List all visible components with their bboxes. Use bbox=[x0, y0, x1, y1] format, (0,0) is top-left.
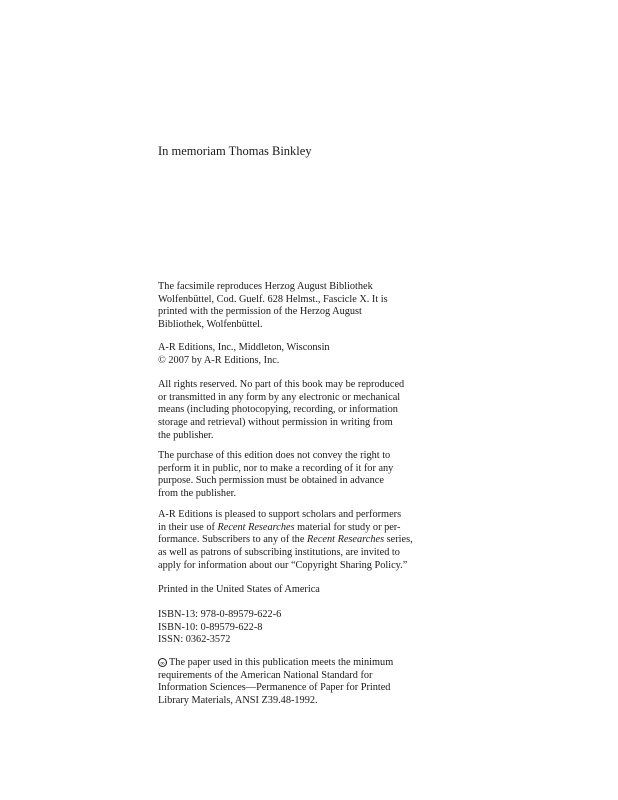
facsimile-line: Wolfenbüttel, Cod. Guelf. 628 Helmst., Fascicle X. It is bbox=[158, 293, 388, 305]
identifiers bbox=[158, 609, 458, 647]
copyright-line: © 2007 by A-R Editions, Inc. bbox=[158, 354, 280, 366]
facsimile-line: printed with the permission of the Herzog August bbox=[158, 306, 362, 318]
performance-line: from the publisher. bbox=[158, 488, 237, 500]
publisher-line: A-R Editions, Inc., Middleton, Wisconsin bbox=[158, 342, 330, 353]
facsimile-line: Bibliothek, Wolfenbüttel. bbox=[158, 319, 263, 331]
performance-line: The purchase of this edition does not convey the right to bbox=[158, 450, 391, 461]
support-line: as well as patrons of subscribing institutions, are invited to bbox=[158, 547, 400, 559]
issn: ISSN: 0362-3572 bbox=[158, 634, 231, 646]
rights-line: or transmitted in any form by any electronic or mechanical bbox=[158, 391, 401, 403]
performance-statement bbox=[158, 450, 458, 501]
paper-line: requirements of the American National Standard for bbox=[158, 669, 373, 681]
dedication: In memoriam Thomas Binkley bbox=[158, 144, 312, 158]
performance-line: perform it in public, nor to make a recording of it for any bbox=[158, 462, 394, 474]
rights-statement bbox=[158, 379, 458, 443]
support-line: A-R Editions is pleased to support scholars and performers bbox=[158, 509, 402, 520]
paper-text: The paper used in this publication meets the minimum bbox=[169, 657, 394, 668]
isbn-13: ISBN-13: 978-0-89579-622-6 bbox=[158, 609, 282, 620]
support-line bbox=[158, 534, 458, 547]
support-line bbox=[158, 522, 458, 535]
paper-line: Library Materials, ANSI Z39.48-1992. bbox=[158, 695, 318, 707]
rights-line: All rights reserved. No part of this book may be reproduced bbox=[158, 379, 405, 390]
printed-in: Printed in the United States of America bbox=[158, 584, 320, 595]
rights-line: storage and retrieval) without permission in writing from bbox=[158, 417, 393, 429]
publisher-info bbox=[158, 342, 458, 367]
support-statement bbox=[158, 509, 458, 573]
isbn-10: ISBN-10: 0-89579-622-8 bbox=[158, 621, 263, 633]
series-title: Recent Researches bbox=[306, 534, 385, 546]
support-line: apply for information about our “Copyright Sharing Policy.” bbox=[158, 559, 408, 571]
facsimile-note bbox=[158, 281, 458, 332]
paper-line bbox=[158, 657, 458, 670]
rights-line: the publisher. bbox=[158, 429, 214, 441]
permanence-of-paper-icon: ∞ bbox=[160, 660, 165, 667]
support-text: formance. Subscribers to any of the bbox=[158, 534, 307, 546]
performance-line: purpose. Such permission must be obtained in advance bbox=[158, 475, 384, 487]
series-title: Recent Researches bbox=[217, 521, 295, 533]
support-text: material for study or per- bbox=[294, 521, 401, 533]
rights-line: means (including photocopying, recording, or information bbox=[158, 404, 398, 416]
paper-line: Information Sciences—Permanence of Paper for Printed bbox=[158, 682, 391, 694]
paper-statement bbox=[158, 657, 458, 708]
facsimile-line: The facsimile reproduces Herzog August Bibliothek bbox=[158, 281, 373, 292]
support-text: in their use of bbox=[158, 521, 218, 533]
support-text: series, bbox=[384, 534, 413, 546]
